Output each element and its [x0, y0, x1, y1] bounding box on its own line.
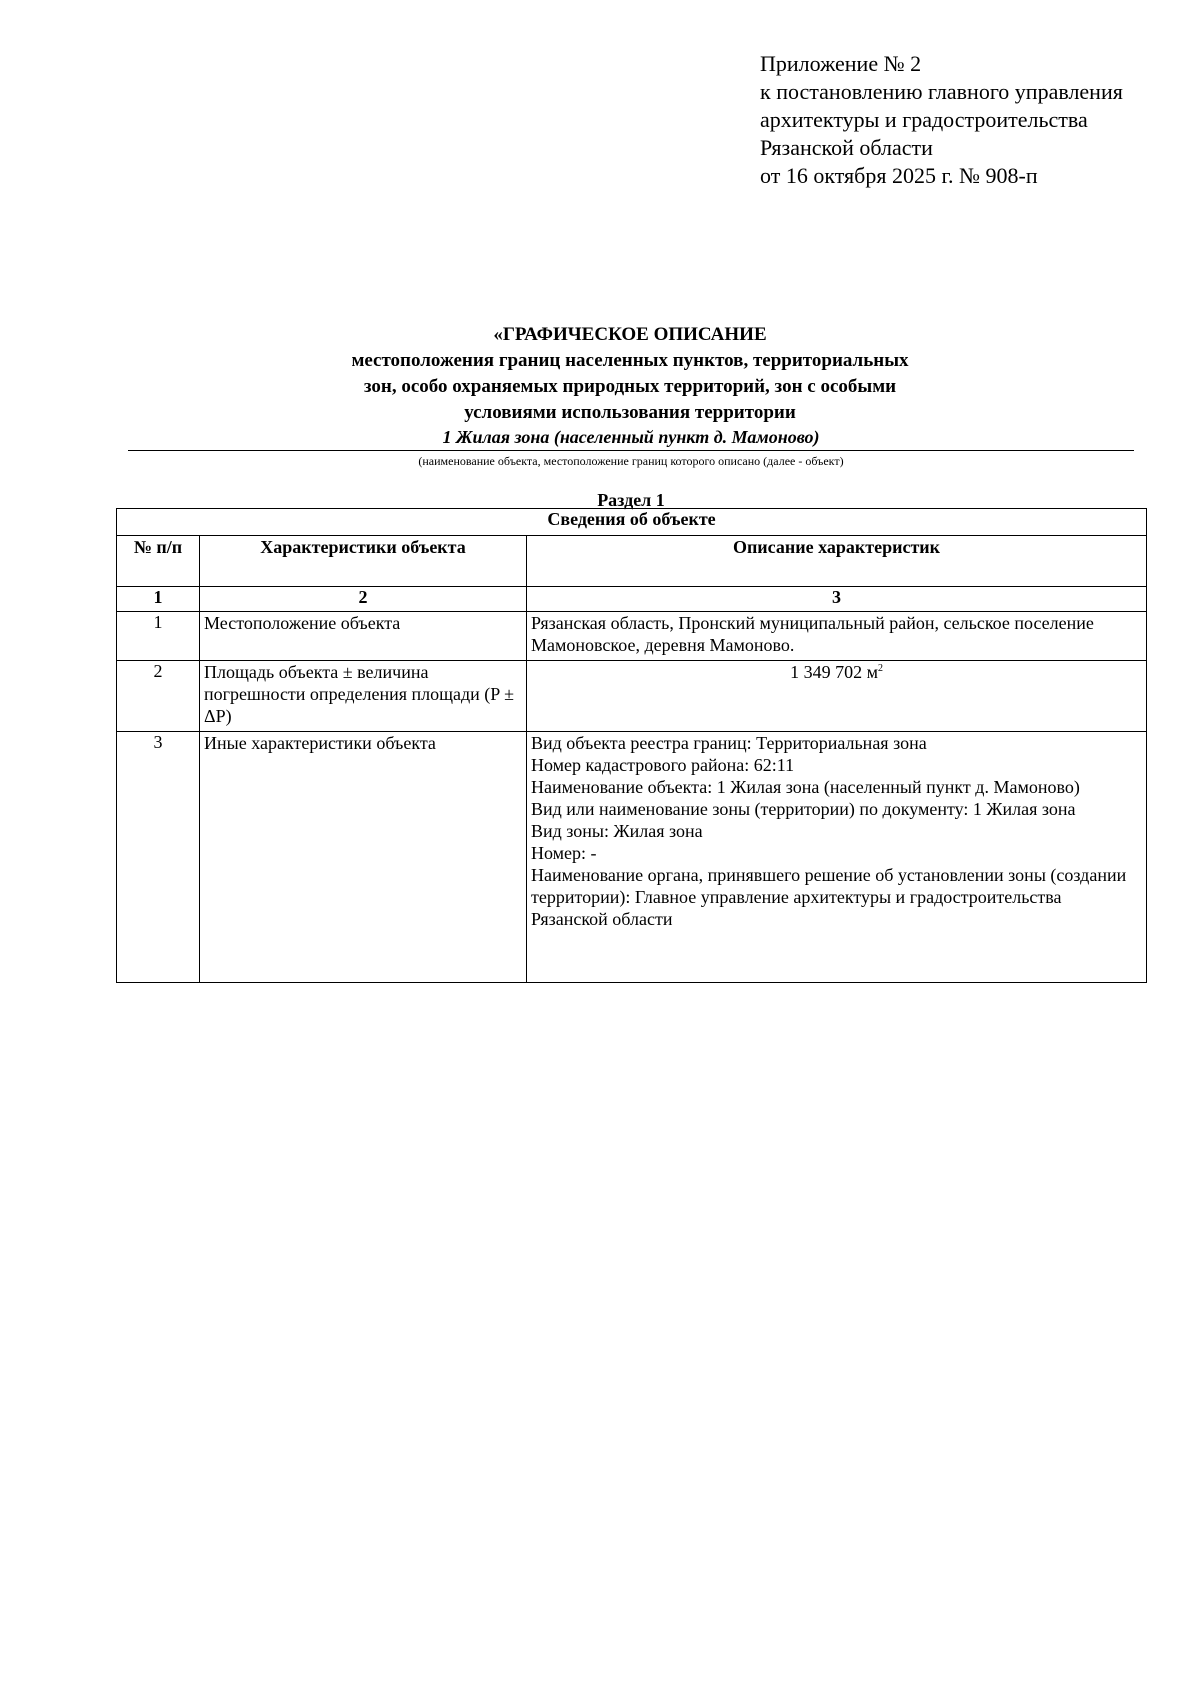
description-line: Рязанская область, Пронский муниципальный район, сельское поселение Мамоновское, деревня Мамоново.: [531, 613, 1094, 655]
header-description: Описание характеристик: [527, 536, 1147, 587]
header-no: № п/п: [117, 536, 200, 587]
description-line: Вид или наименование зоны (территории) по документу: 1 Жилая зона: [531, 799, 1076, 819]
description-line: Номер кадастрового района: 62:11: [531, 755, 795, 775]
area-unit-superscript: 2: [877, 663, 883, 674]
appendix-header: [760, 50, 1123, 190]
description-line: Наименование органа, принявшего решение об установлении зоны (создании территории): Главное управление архитектуры и градостроительства Рязанской области: [531, 865, 1127, 929]
appendix-line: Рязанской области: [760, 135, 933, 160]
row-description: [527, 661, 1147, 732]
object-caption: (наименование объекта, местоположение границ которого описано (далее - объект): [418, 454, 844, 468]
appendix-line: от 16 октября 2025 г. № 908-п: [760, 163, 1038, 188]
appendix-line: к постановлению главного управления: [760, 79, 1123, 104]
row-characteristic: Площадь объекта ± величина погрешности определения площади (P ± ΔP): [200, 661, 527, 732]
column-number: 1: [117, 587, 200, 612]
title-line: местоположения границ населенных пунктов, территориальных: [351, 350, 909, 371]
description-line: Вид зоны: Жилая зона: [531, 821, 703, 841]
column-number: 3: [527, 587, 1147, 612]
section-title: Раздел 1: [597, 490, 665, 510]
description-line: Номер: -: [531, 843, 597, 863]
column-number: 2: [200, 587, 527, 612]
appendix-line: Приложение № 2: [760, 51, 922, 76]
object-underline: [128, 450, 1134, 451]
table-header-row: [117, 536, 1147, 587]
table-row: [117, 661, 1147, 732]
column-number-row: [117, 587, 1147, 612]
table-row: [117, 612, 1147, 661]
document-title: [0, 322, 1200, 426]
title-line: условиями использования территории: [464, 402, 796, 423]
description-line: Наименование объекта: 1 Жилая зона (населенный пункт д. Мамоново): [531, 777, 1080, 797]
title-line: «ГРАФИЧЕСКОЕ ОПИСАНИЕ: [493, 324, 767, 345]
row-number: 3: [117, 732, 200, 983]
object-name: 1 Жилая зона (населенный пункт д. Мамоново): [442, 427, 820, 447]
row-number: 2: [117, 661, 200, 732]
row-characteristic: Местоположение объекта: [200, 612, 527, 661]
row-description: [527, 612, 1147, 661]
row-characteristic: Иные характеристики объекта: [200, 732, 527, 983]
appendix-line: архитектуры и градостроительства: [760, 107, 1088, 132]
row-number: 1: [117, 612, 200, 661]
table-caption: Сведения об объекте: [117, 509, 1147, 536]
header-characteristic: Характеристики объекта: [200, 536, 527, 587]
table-row: [117, 732, 1147, 983]
area-value: 1 349 702 м: [790, 662, 878, 682]
row-description: [527, 732, 1147, 983]
object-info-table: [116, 508, 1147, 983]
table-caption-row: [117, 509, 1147, 536]
title-line: зон, особо охраняемых природных территорий, зон с особыми: [363, 376, 897, 397]
description-line: Вид объекта реестра границ: Территориальная зона: [531, 733, 927, 753]
